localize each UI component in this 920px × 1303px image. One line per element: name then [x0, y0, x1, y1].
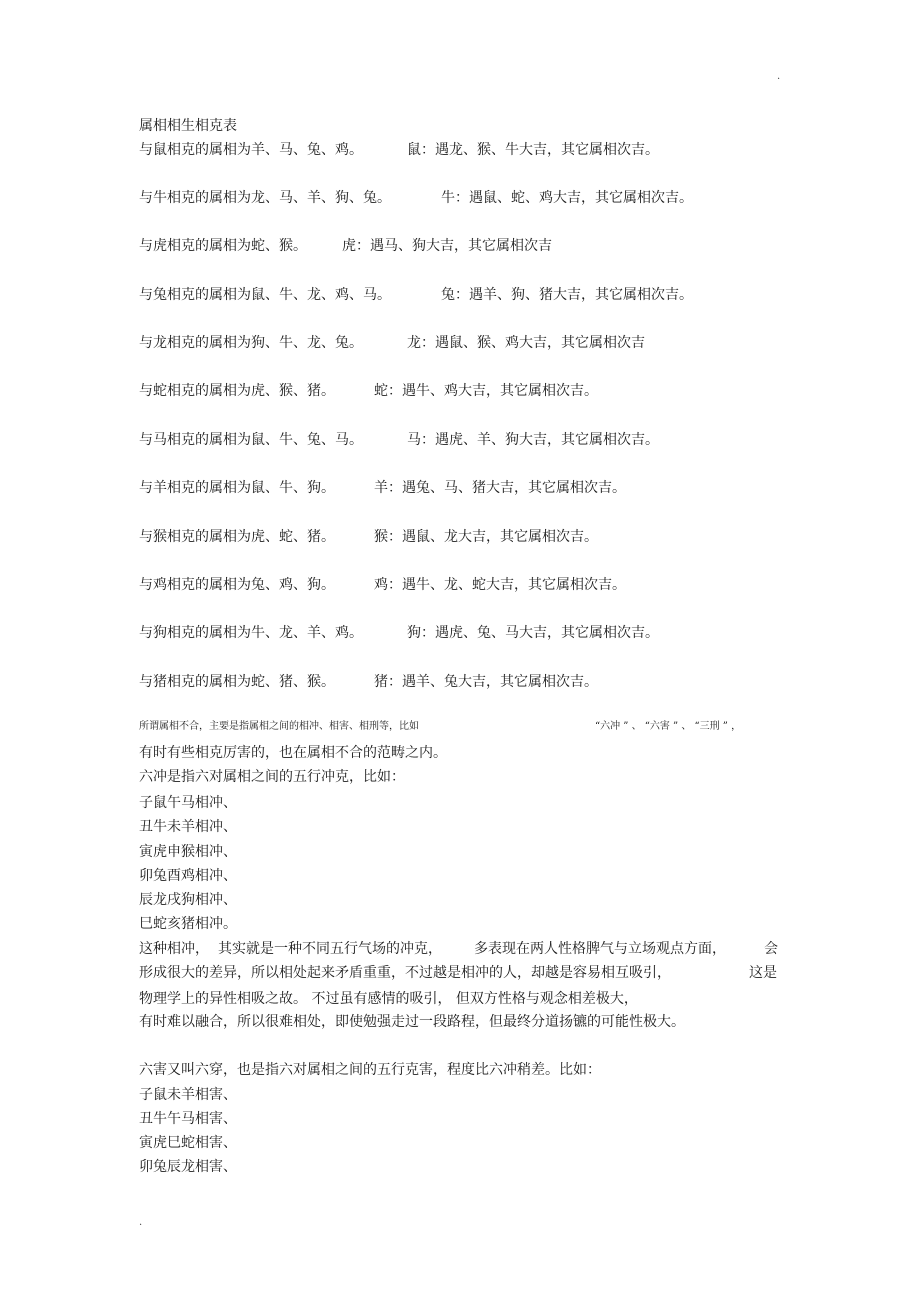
paragraph-fragment: 会: [764, 941, 778, 957]
conflict-text: 与鸡相克的属相为兔、鸡、狗。: [139, 577, 335, 593]
luck-text: 猴：遇鼠、龙大吉，其它属相次吉。: [374, 529, 598, 545]
conflict-text: 与狗相克的属相为牛、龙、羊、鸡。: [139, 625, 363, 641]
conflict-text: 与猴相克的属相为虎、蛇、猪。: [139, 529, 335, 545]
zodiac-row-dog: [139, 624, 819, 642]
liuchong-item: 寅虎申猴相冲、: [139, 844, 237, 860]
page-title: 属相相生相克表: [139, 118, 237, 134]
zodiac-row-rat: [139, 141, 819, 159]
liuchong-item: 辰龙戌狗相冲、: [139, 892, 237, 908]
page-corner-mark-bottom: .: [139, 1217, 143, 1228]
liuhai-intro: 六害又叫六穿，也是指六对属相之间的五行克害，程度比六冲稍差。比如：: [139, 1062, 601, 1078]
zodiac-row-horse: [139, 431, 819, 449]
liuchong-item: 子鼠午马相冲、: [139, 795, 237, 811]
liuhai-item: 卯兔辰龙相害、: [139, 1159, 237, 1175]
liuchong-item: 巳蛇亥猪相冲。: [139, 916, 237, 932]
conflict-text: 与虎相克的属相为蛇、猴。: [139, 238, 307, 254]
conflict-text: 与蛇相克的属相为虎、猴、猪。: [139, 383, 335, 399]
paragraph-fragment: 这种相冲，: [139, 941, 209, 957]
zodiac-row-tiger: [139, 237, 819, 255]
incompatibility-intro: [139, 719, 789, 735]
luck-text: 虎：遇马、狗大吉，其它属相次吉: [342, 238, 552, 254]
intro-terms: “六冲 ” 、 “六害 ” 、 “三刑 ” ，: [595, 721, 742, 732]
liuhai-item: 丑牛午马相害、: [139, 1111, 237, 1127]
luck-text: 鼠：遇龙、猴、牛大吉，其它属相次吉。: [407, 142, 659, 158]
conflict-text: 与龙相克的属相为狗、牛、龙、兔。: [139, 335, 363, 351]
luck-text: 龙：遇鼠、猴、鸡大吉，其它属相次吉: [407, 335, 645, 351]
paragraph-fragment: 这是: [749, 965, 777, 981]
luck-text: 狗：遇虎、兔、马大吉，其它属相次吉。: [407, 625, 659, 641]
luck-text: 蛇：遇牛、鸡大吉，其它属相次吉。: [374, 383, 598, 399]
paragraph-line: 有时难以融合，所以很难相处，即使勉强走过一段路程，但最终分道扬镳的可能性极大。: [139, 1014, 685, 1030]
scope-line: 有时有些相克厉害的，也在属相不合的范畴之内。: [139, 745, 447, 761]
paragraph-line: 物理学上的异性相吸之故。 不过虽有感情的吸引， 但双方性格与观念相差极大，: [139, 991, 638, 1007]
page-corner-mark-top: .: [777, 71, 781, 82]
zodiac-row-goat: [139, 479, 819, 497]
paragraph-line: [139, 940, 779, 958]
paragraph-fragment: 形成很大的差异，所以相处起来矛盾重重，不过越是相冲的人，却越是容易相互吸引，: [139, 965, 671, 981]
zodiac-row-monkey: [139, 528, 819, 546]
conflict-text: 与羊相克的属相为鼠、牛、狗。: [139, 480, 335, 496]
liuhai-item: 寅虎巳蛇相害、: [139, 1135, 237, 1151]
paragraph-line: [139, 964, 779, 982]
paragraph-fragment: 多表现在两人性格脾气与立场观点方面，: [474, 941, 726, 957]
luck-text: 马：遇虎、羊、狗大吉，其它属相次吉。: [407, 432, 659, 448]
luck-text: 猪：遇羊、兔大吉，其它属相次吉。: [374, 674, 598, 690]
luck-text: 鸡：遇牛、龙、蛇大吉，其它属相次吉。: [374, 577, 626, 593]
paragraph-fragment: 其实就是一种不同五行气场的冲克，: [218, 941, 442, 957]
luck-text: 羊：遇兔、马、猪大吉，其它属相次吉。: [374, 480, 626, 496]
luck-text: 牛：遇鼠、蛇、鸡大吉，其它属相次吉。: [441, 190, 693, 206]
zodiac-row-rooster: [139, 576, 819, 594]
liuchong-intro: 六冲是指六对属相之间的五行冲克，比如：: [139, 769, 405, 785]
conflict-text: 与鼠相克的属相为羊、马、兔、鸡。: [139, 142, 363, 158]
conflict-text: 与马相克的属相为鼠、牛、兔、马。: [139, 432, 363, 448]
liuchong-item: 卯兔酉鸡相冲、: [139, 868, 237, 884]
luck-text: 兔：遇羊、狗、猪大吉，其它属相次吉。: [441, 287, 693, 303]
conflict-text: 与牛相克的属相为龙、马、羊、狗、兔。: [139, 190, 391, 206]
conflict-text: 与兔相克的属相为鼠、牛、龙、鸡、马。: [139, 287, 391, 303]
zodiac-row-ox: [139, 189, 819, 207]
zodiac-row-dragon: [139, 334, 819, 352]
zodiac-row-pig: [139, 673, 819, 691]
conflict-text: 与猪相克的属相为蛇、猪、猴。: [139, 674, 335, 690]
zodiac-row-snake: [139, 382, 819, 400]
zodiac-row-rabbit: [139, 286, 819, 304]
liuchong-item: 丑牛未羊相冲、: [139, 819, 237, 835]
intro-text: 所谓属相不合，主要是指属相之间的相冲、相害、相刑等，比如: [139, 721, 419, 732]
liuhai-item: 子鼠未羊相害、: [139, 1087, 237, 1103]
